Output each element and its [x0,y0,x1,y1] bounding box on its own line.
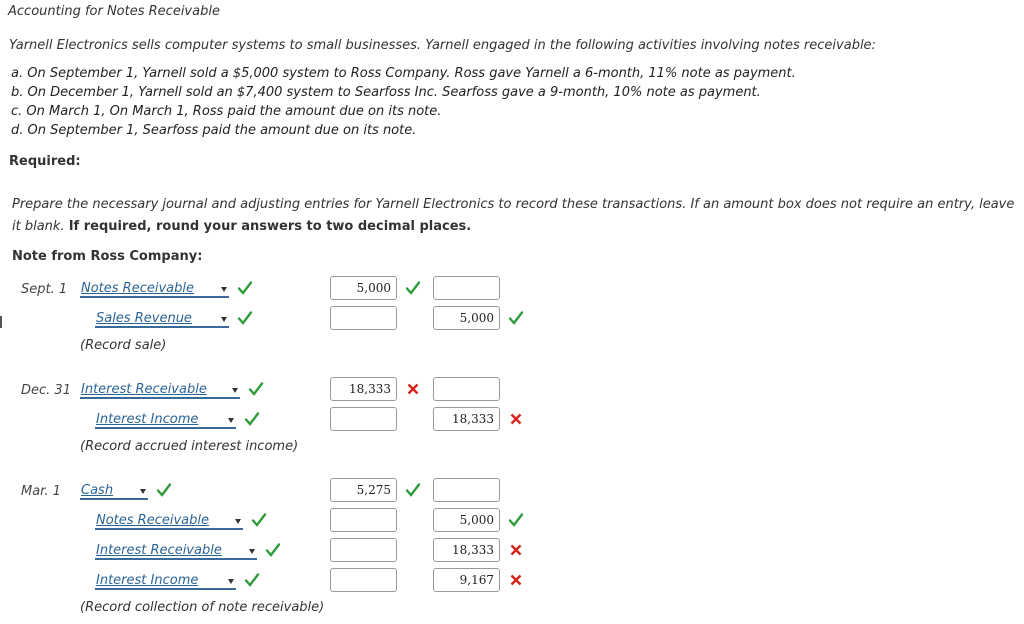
check-icon [248,381,264,397]
check-icon [405,482,421,498]
entry-date: Sept. 1 [21,282,68,297]
entry-date: Dec. 31 [21,383,71,398]
cross-icon [510,544,522,556]
chevron-down-icon [228,418,234,423]
chevron-down-icon [140,489,146,494]
credit-input[interactable] [433,478,500,502]
check-icon [508,512,524,528]
check-icon [237,280,253,296]
check-icon [405,280,421,296]
cross-icon [407,383,419,395]
account-select[interactable] [95,412,236,429]
debit-input[interactable] [330,538,397,562]
account-name: Interest Income [96,412,199,427]
entry-memo: (Record accrued interest income) [80,439,299,454]
instructions-rounding: If required, round your answers to two decimal places. [68,219,472,234]
account-name: Cash [81,483,114,498]
entry-memo: (Record collection of note receivable) [80,600,325,615]
account-name: Notes Receivable [81,281,194,296]
debit-input[interactable]: 5,275 [330,478,397,502]
check-icon [156,482,172,498]
check-icon [237,310,253,326]
debit-input[interactable] [330,306,397,330]
activity-b: b. On December 1, Yarnell sold an $7,400 system to Searfoss Inc. Searfoss gave a 9-month, 10% note as payment. [11,85,761,100]
activity-d: d. On September 1, Searfoss paid the amount due on its note. [11,123,417,138]
account-name: Interest Receivable [81,382,207,397]
debit-input[interactable]: 5,000 [330,276,397,300]
chevron-down-icon [221,317,227,322]
activity-c: c. On March 1, On March 1, Ross paid the amount due on its note. [11,104,442,119]
check-icon [265,542,281,558]
instructions [12,194,1018,238]
account-select[interactable] [95,573,236,590]
account-select[interactable] [95,513,243,530]
page-title: Accounting for Notes Receivable [8,4,220,19]
credit-input[interactable] [433,377,500,401]
account-select[interactable] [80,483,148,500]
account-select[interactable] [80,281,229,298]
section-title: Note from Ross Company: [12,249,203,264]
account-name: Interest Income [96,573,199,588]
check-icon [251,512,267,528]
account-select[interactable] [80,382,240,399]
credit-input[interactable]: 18,333 [433,538,500,562]
chevron-down-icon [221,287,227,292]
debit-input[interactable] [330,407,397,431]
check-icon [508,310,524,326]
account-name: Sales Revenue [96,311,192,326]
cross-icon [510,413,522,425]
cross-icon [510,574,522,586]
account-name: Interest Receivable [96,543,222,558]
intro-text: Yarnell Electronics sells computer systems to small businesses. Yarnell engaged in the following activities involving notes receivable: [9,38,876,53]
account-select[interactable] [95,311,229,328]
credit-input[interactable]: 18,333 [433,407,500,431]
credit-input[interactable] [433,276,500,300]
chevron-down-icon [249,549,255,554]
debit-input[interactable]: 18,333 [330,377,397,401]
check-icon [244,411,260,427]
entry-memo: (Record sale) [80,338,167,353]
entry-date: Mar. 1 [21,484,61,499]
debit-input[interactable] [330,508,397,532]
credit-input[interactable]: 5,000 [433,306,500,330]
credit-input[interactable]: 9,167 [433,568,500,592]
chevron-down-icon [232,388,238,393]
activity-a: a. On September 1, Yarnell sold a $5,000 system to Ross Company. Ross gave Yarnell a 6-month, 11% note as payment. [11,66,796,81]
account-name: Notes Receivable [96,513,209,528]
credit-input[interactable]: 5,000 [433,508,500,532]
debit-input[interactable] [330,568,397,592]
chevron-down-icon [228,579,234,584]
required-heading: Required: [9,154,81,169]
check-icon [244,572,260,588]
chevron-down-icon [235,519,241,524]
instructions-text: Prepare the necessary journal and adjusting entries for Yarnell Electronics to record these transactions. If an amount box does not require an entry, leave it blank. [12,197,1015,234]
account-select[interactable] [95,543,257,560]
edge-marker [0,316,2,328]
